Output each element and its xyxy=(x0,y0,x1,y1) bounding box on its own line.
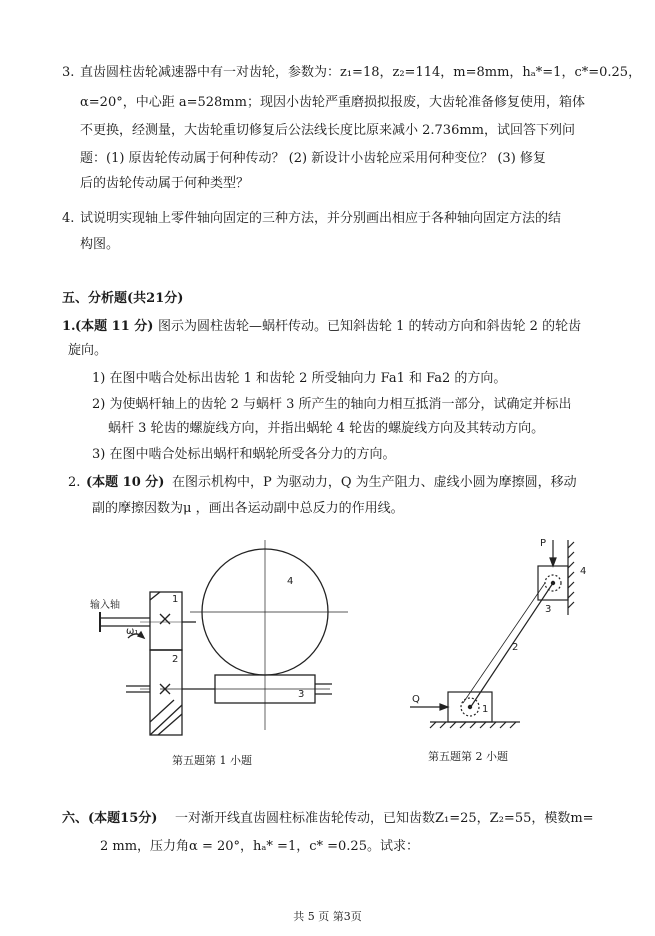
figure2-caption: 第五题第 2 小题 xyxy=(428,750,508,763)
q3-line-4: 题：(1) 原齿轮传动属于何种传动？ (2) 新设计小齿轮应采用何种变位？ (3) 修复 xyxy=(80,151,546,166)
input-shaft-label: 输入轴 xyxy=(90,600,120,611)
gear-2-body xyxy=(150,650,182,735)
q4-number: 4. xyxy=(62,211,75,226)
slider-3-label: 3 xyxy=(545,604,552,615)
gear-2-label: 2 xyxy=(172,654,179,665)
page-footer: 共 5 页 第3页 xyxy=(293,910,362,923)
s5-q1-item-3: 3) 在图中啮合处标出蜗杆和蜗轮所受各分力的方向。 xyxy=(92,447,396,462)
s5-q2-number: 2. xyxy=(68,475,81,490)
gear-1-body xyxy=(150,592,182,650)
s5-q1-item-2-cont: 蜗杆 3 轮齿的螺旋线方向，并指出蜗轮 4 轮齿的螺旋线方向及其转动方向。 xyxy=(108,421,545,436)
section6-title: 六、(本题15分) xyxy=(62,811,158,826)
s5-q1-item-2: 2) 为使蜗杆轴上的齿轮 2 与蜗杆 3 所产生的轴向力相互抵消一部分，试确定并标出 xyxy=(92,397,572,412)
worm-wheel-4-label: 4 xyxy=(287,576,294,587)
omega-label: ω₁ xyxy=(126,626,139,637)
link-2 xyxy=(470,583,553,708)
q3-line-1: 直齿圆柱齿轮减速器中有一对齿轮，参数为：z₁=18，z₂=114，m=8mm，hₐ*=1，c*=0.25， xyxy=(80,65,642,80)
figure1-caption: 第五题第 1 小题 xyxy=(172,754,252,767)
gear-1-label: 1 xyxy=(172,594,179,605)
s5-q2-points: (本题 10 分) xyxy=(86,475,165,490)
q3-line-3: 不更换，经测量，大齿轮重切修复后公法线长度比原来减小 2.736mm，试回答下列问 xyxy=(80,123,576,138)
guide-4-label: 4 xyxy=(580,566,587,577)
worm-3-label: 3 xyxy=(298,689,305,700)
section5-title: 五、分析题(共21分) xyxy=(62,291,184,306)
worm-body xyxy=(215,675,315,703)
q4-line-2: 构图。 xyxy=(80,237,120,252)
s5-q1-number: 1. xyxy=(62,319,76,334)
s5-q1-item-1: 1) 在图中啮合处标出齿轮 1 和齿轮 2 所受轴向力 Fa1 和 Fa2 的方向。 xyxy=(92,371,507,386)
s5-q1-points: (本题 11 分) xyxy=(75,319,154,334)
s6-line-1: 一对渐开线直齿圆柱标准齿轮传动，已知齿数Z₁=25，Z₂=55，模数m= xyxy=(175,811,594,826)
slider-1-label: 1 xyxy=(482,704,489,715)
s5-q1-line-2: 旋向。 xyxy=(68,343,108,358)
slider-1 xyxy=(448,692,492,722)
s5-q2-line-1: 在图示机构中，P 为驱动力，Q 为生产阻力、虚线小圆为摩擦圆，移动 xyxy=(172,475,577,490)
s5-q1-line-1: 图示为圆柱齿轮—蜗杆传动。已知斜齿轮 1 的转动方向和斜齿轮 2 的轮齿 xyxy=(158,319,582,334)
link-2-label: 2 xyxy=(512,642,519,653)
q3-number: 3. xyxy=(62,65,75,80)
s5-q2-line-2: 副的摩擦因数为μ ，画出各运动副中总反力的作用线。 xyxy=(92,501,404,516)
worm-wheel-circle xyxy=(202,549,328,675)
force-P-label: P xyxy=(540,538,547,549)
s6-line-2: 2 mm，压力角α = 20°，hₐ* =1，c* =0.25。试求： xyxy=(100,839,419,854)
q4-line-1: 试说明实现轴上零件轴向固定的三种方法，并分别画出相应于各种轴向固定方法的结 xyxy=(80,211,562,226)
slider-3 xyxy=(538,566,568,600)
q3-line-2: α=20°，中心距 a=528mm；现因小齿轮严重磨损拟报废，大齿轮准备修复使用，箱体 xyxy=(80,95,585,110)
force-Q-label: Q xyxy=(412,694,420,705)
q3-line-5: 后的齿轮传动属于何种类型？ xyxy=(80,176,250,191)
